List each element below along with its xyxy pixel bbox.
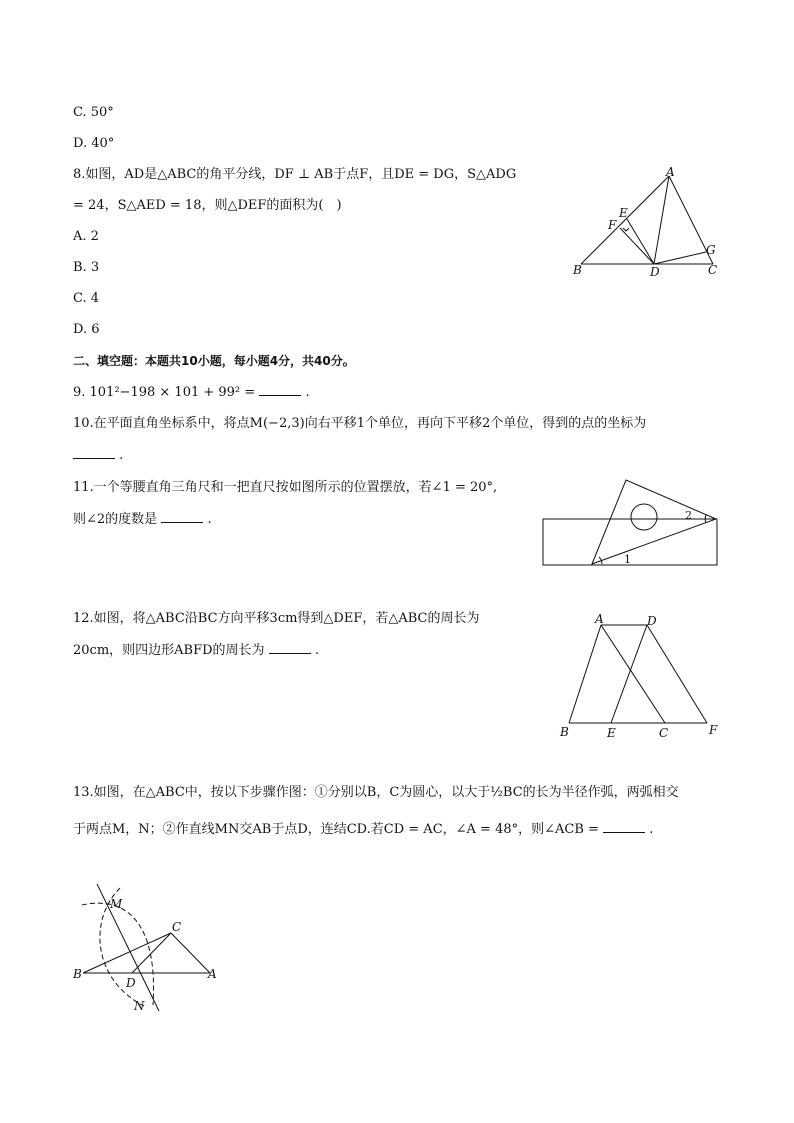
q7-option-d: D. 40°	[73, 136, 115, 151]
q8-label-e: E	[619, 206, 628, 220]
q12-blank[interactable]	[269, 641, 311, 654]
q13-label-a: A	[208, 967, 217, 981]
q8-option-c: C. 4	[73, 291, 100, 306]
q12-line1: 12.如图，将△ABC沿BC方向平移3cm得到△DEF，若△ABC的周长为	[73, 611, 480, 626]
q10-blank[interactable]	[73, 446, 115, 459]
q7-option-c: C. 50°	[73, 105, 114, 120]
q13-end: .	[649, 822, 654, 837]
q13-label-b: B	[73, 967, 82, 981]
q10-end: .	[119, 448, 124, 463]
q11-line2	[73, 510, 212, 529]
q12-label-b: B	[560, 725, 569, 739]
q8-option-a: A. 2	[73, 229, 99, 244]
q8-option-d: D. 6	[73, 322, 100, 337]
q8-label-c: C	[708, 263, 718, 277]
q13-figure	[68, 880, 228, 1016]
section2-heading: 二、填空题：本题共10小题，每小题4分，共40分。	[73, 354, 355, 368]
q8-label-a: A	[666, 166, 675, 179]
q8-label-b: B	[573, 263, 582, 277]
q10-line1: 10.在平面直角坐标系中，将点M(−2,3)向右平移1个单位，再向下平移2个单位，得到的点的坐标为	[73, 416, 647, 431]
q13-line1: 13.如图，在△ABC中，按以下步骤作图：①分别以B，C为圆心，以大于½BC的长为半径作弧，两弧相交	[73, 785, 679, 800]
q11-label-1: 1	[624, 553, 631, 566]
q13-label-m: M	[110, 897, 123, 911]
q8-stem-line1: 8.如图，AD是△ABC的角平分线，DF ⊥ AB于点F，且DE = DG，S△ADG	[73, 167, 517, 182]
q12-line2	[73, 641, 319, 660]
q12-label-a: A	[595, 612, 604, 626]
q9-end: .	[305, 385, 310, 400]
q8-label-d: D	[650, 265, 660, 279]
q11-text: 则∠2的度数是	[73, 512, 158, 527]
q8-label-g: G	[706, 243, 716, 257]
q13-blank[interactable]	[603, 820, 645, 833]
q8-stem-line2: = 24，S△AED = 18，则△DEF的面积为( )	[73, 198, 342, 213]
q12-figure	[555, 610, 725, 742]
q9-blank[interactable]	[259, 383, 301, 396]
q11-end: .	[207, 512, 212, 527]
q8-label-f: F	[608, 218, 617, 232]
q8-figure	[568, 166, 728, 284]
q11-blank[interactable]	[161, 510, 203, 523]
q12-end: .	[314, 643, 319, 658]
q13-label-n: N	[134, 999, 145, 1013]
q11-line1: 11.一个等腰直角三角尺和一把直尺按如图所示的位置摆放，若∠1 = 20°,	[73, 480, 498, 495]
q12-label-f: F	[709, 723, 718, 737]
q9-text: 9. 101²−198 × 101 + 99² =	[73, 385, 256, 400]
q13-label-d: D	[126, 976, 136, 990]
q11-figure	[540, 475, 722, 571]
q8-option-b: B. 3	[73, 260, 100, 275]
q12-text: 20cm，则四边形ABFD的周长为	[73, 643, 265, 658]
q13-text: 于两点M，N；②作直线MN交AB于点D，连结CD.若CD = AC，∠A = 48°，则∠ACB =	[73, 822, 599, 837]
q11-label-2: 2	[685, 509, 692, 522]
q10-line2	[73, 446, 123, 465]
q9-line	[73, 383, 310, 402]
q13-label-c: C	[172, 920, 182, 934]
q13-line2	[73, 820, 653, 839]
q12-label-c: C	[659, 726, 669, 740]
q12-label-d: D	[647, 614, 657, 628]
q12-label-e: E	[607, 726, 616, 740]
